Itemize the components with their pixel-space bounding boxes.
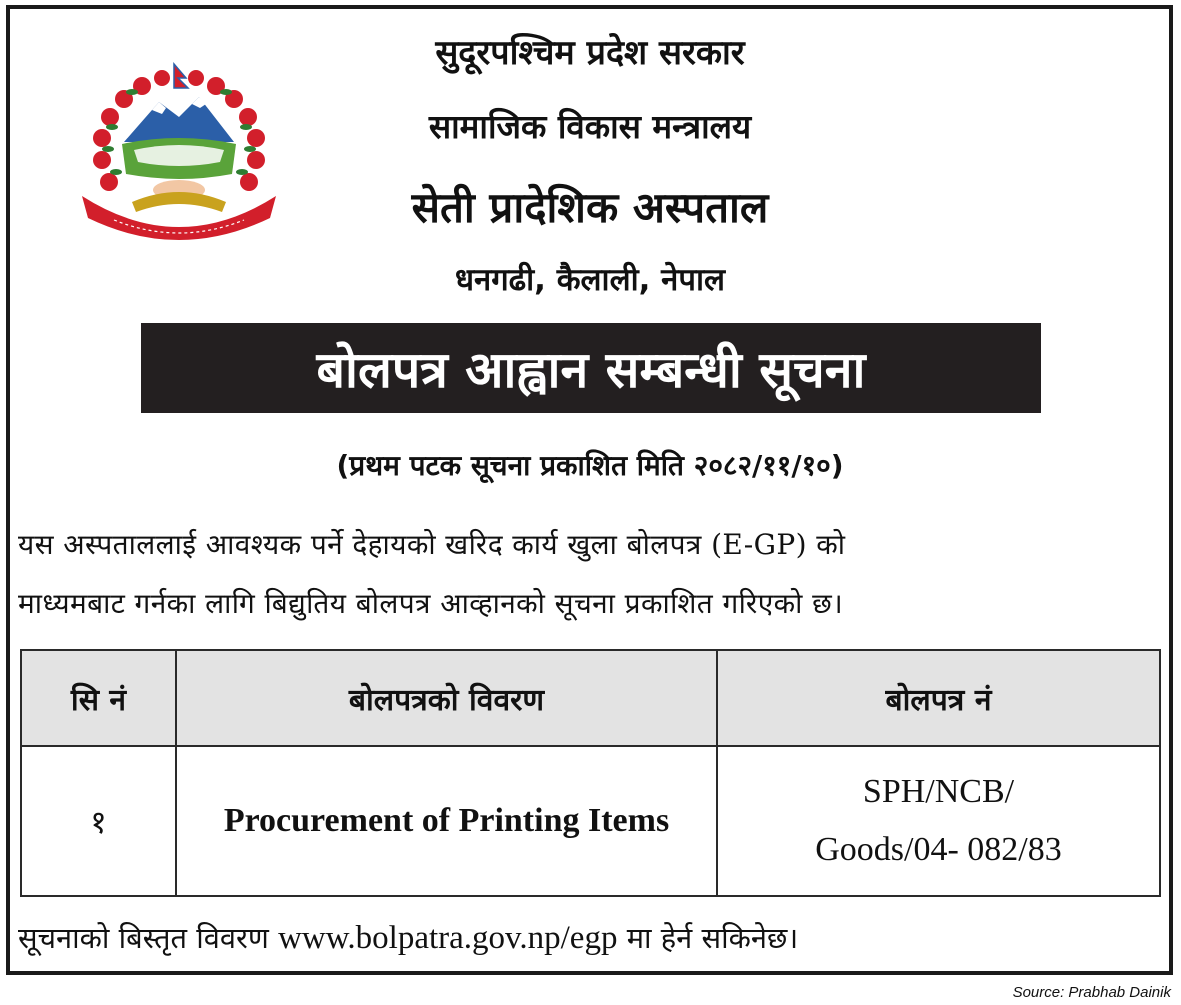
notice-title-banner bbox=[141, 323, 1041, 413]
serial-number-cell: १ bbox=[21, 746, 176, 896]
nepal-emblem-icon bbox=[74, 62, 284, 242]
tender-table bbox=[20, 649, 1161, 897]
notice-body-line-1: यस अस्पताललाई आवश्यक पर्ने देहायको खरिद कार्य खुला बोलपत्र (E-GP) को bbox=[18, 528, 846, 561]
header-tender-number: बोलपत्र नं bbox=[717, 650, 1160, 746]
province-government-heading: सुदूरपश्चिम प्रदेश सरकार bbox=[435, 33, 745, 73]
header-tender-description: बोलपत्रको विवरण bbox=[176, 650, 717, 746]
ministry-heading: सामाजिक विकास मन्त्रालय bbox=[428, 107, 752, 146]
publish-date-line: (प्रथम पटक सूचना प्रकाशित मिति २०८२/११/१०) bbox=[336, 449, 844, 482]
header-serial-number: सि नं bbox=[21, 650, 176, 746]
tender-description-cell: Procurement of Printing Items bbox=[176, 746, 717, 896]
bolpatra-url-link[interactable]: www.bolpatra.gov.np/egp bbox=[278, 920, 618, 956]
source-credit: Source: Prabhab Dainik bbox=[1012, 984, 1171, 1001]
table-header-row bbox=[21, 650, 1160, 746]
footer-line bbox=[18, 918, 1163, 957]
tender-number-line-2: Goods/04- 082/83 bbox=[815, 831, 1062, 868]
tender-number-line-1: SPH/NCB/ bbox=[862, 773, 1015, 810]
tender-number-cell bbox=[717, 746, 1160, 896]
table-row bbox=[21, 746, 1160, 896]
notice-title: बोलपत्र आह्वान सम्बन्धी सूचना bbox=[316, 341, 866, 399]
footer-prefix: सूचनाको बिस्तृत विवरण bbox=[18, 921, 269, 955]
hospital-heading: सेती प्रादेशिक अस्पताल bbox=[411, 183, 769, 232]
location-heading: धनगढी, कैलाली, नेपाल bbox=[454, 262, 726, 298]
notice-body-line-2: माध्यमबाट गर्नका लागि बिद्युतिय बोलपत्र आव्हानको सूचना प्रकाशित गरिएको छ। bbox=[18, 587, 844, 620]
footer-suffix: मा हेर्न सकिनेछ। bbox=[626, 921, 799, 955]
